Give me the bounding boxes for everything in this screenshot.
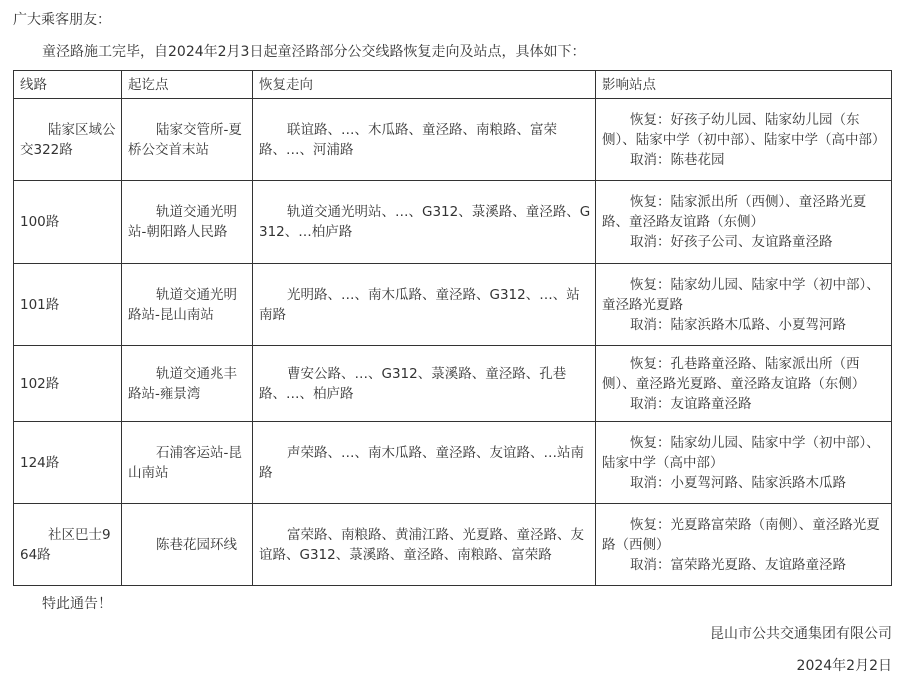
route-stops xyxy=(596,99,892,181)
route-direction: 联谊路、…、木瓜路、童泾路、南粮路、富荣路、…、河浦路 xyxy=(253,99,596,181)
route-line: 社区巴士964路 xyxy=(14,504,122,586)
route-direction: 声荣路、…、南木瓜路、童泾路、友谊路、…站南路 xyxy=(253,422,596,504)
table-row xyxy=(14,504,892,586)
route-stops xyxy=(596,346,892,422)
cancelled-stops: 取消：陈巷花园 xyxy=(630,151,725,168)
restored-stops: 恢复：陆家幼儿园、陆家中学（初中部）、童泾路光夏路 xyxy=(602,276,880,313)
route-start-end: 轨道交通光明站-朝阳路人民路 xyxy=(122,181,253,264)
table-row xyxy=(14,181,892,264)
route-start-end: 陆家交管所-夏桥公交首末站 xyxy=(122,99,253,181)
cancelled-stops: 取消：小夏驾河路、陆家浜路木瓜路 xyxy=(630,474,846,491)
route-stops xyxy=(596,181,892,264)
closing-note: 特此通告！ xyxy=(42,596,112,612)
cancelled-stops: 取消：富荣路光夏路、友谊路童泾路 xyxy=(630,556,846,573)
cancelled-stops: 取消：友谊路童泾路 xyxy=(630,395,752,412)
route-direction: 富荣路、南粮路、黄浦江路、光夏路、童泾路、友谊路、G312、菉溪路、童泾路、南粮路、富荣路 xyxy=(253,504,596,586)
route-line: 102路 xyxy=(14,346,122,422)
table-row xyxy=(14,99,892,181)
table-row xyxy=(14,422,892,504)
table-row xyxy=(14,346,892,422)
route-line: 101路 xyxy=(14,264,122,346)
route-start-end: 轨道交通兆丰路站-雍景湾 xyxy=(122,346,253,422)
issuer-signature: 昆山市公共交通集团有限公司 xyxy=(710,626,892,642)
route-stops xyxy=(596,264,892,346)
greeting-text: 广大乘客朋友： xyxy=(13,12,111,28)
header-stops: 影响站点 xyxy=(596,71,892,99)
restored-stops: 恢复：光夏路富荣路（南侧）、童泾路光夏路（西侧） xyxy=(602,516,880,553)
route-direction: 曹安公路、…、G312、菉溪路、童泾路、孔巷路、…、柏庐路 xyxy=(253,346,596,422)
cancelled-stops: 取消：好孩子公司、友谊路童泾路 xyxy=(630,234,833,250)
header-line: 线路 xyxy=(14,71,122,99)
header-start-end: 起讫点 xyxy=(122,71,253,99)
restored-stops: 恢复：陆家幼儿园、陆家中学（初中部）、陆家中学（高中部） xyxy=(602,434,880,471)
table-header-row xyxy=(14,71,892,99)
cancelled-stops: 取消：陆家浜路木瓜路、小夏驾河路 xyxy=(630,316,846,333)
route-start-end: 轨道交通光明路站-昆山南站 xyxy=(122,264,253,346)
restored-stops: 恢复：好孩子幼儿园、陆家幼儿园（东侧）、陆家中学（初中部）、陆家中学（高中部） xyxy=(602,111,886,148)
route-start-end: 陈巷花园环线 xyxy=(122,504,253,586)
route-direction: 轨道交通光明站、…、G312、菉溪路、童泾路、G312、…柏庐路 xyxy=(253,181,596,264)
route-line: 100路 xyxy=(14,181,122,264)
route-line: 陆家区域公交322路 xyxy=(14,99,122,181)
route-stops xyxy=(596,422,892,504)
header-direction: 恢复走向 xyxy=(253,71,596,99)
route-direction: 光明路、…、南木瓜路、童泾路、G312、…、站南路 xyxy=(253,264,596,346)
route-line: 124路 xyxy=(14,422,122,504)
restored-stops: 恢复：孔巷路童泾路、陆家派出所（西侧）、童泾路光夏路、童泾路友谊路（东侧） xyxy=(602,355,866,392)
route-table xyxy=(13,70,892,586)
table-row xyxy=(14,264,892,346)
restored-stops: 恢复：陆家派出所（西侧）、童泾路光夏路、童泾路友谊路（东侧） xyxy=(602,194,867,230)
route-start-end: 石浦客运站-昆山南站 xyxy=(122,422,253,504)
route-stops xyxy=(596,504,892,586)
intro-paragraph: 童泾路施工完毕，自2024年2月3日起童泾路部分公交线路恢复走向及站点，具体如下： xyxy=(42,44,586,60)
issue-date: 2024年2月2日 xyxy=(796,658,892,674)
